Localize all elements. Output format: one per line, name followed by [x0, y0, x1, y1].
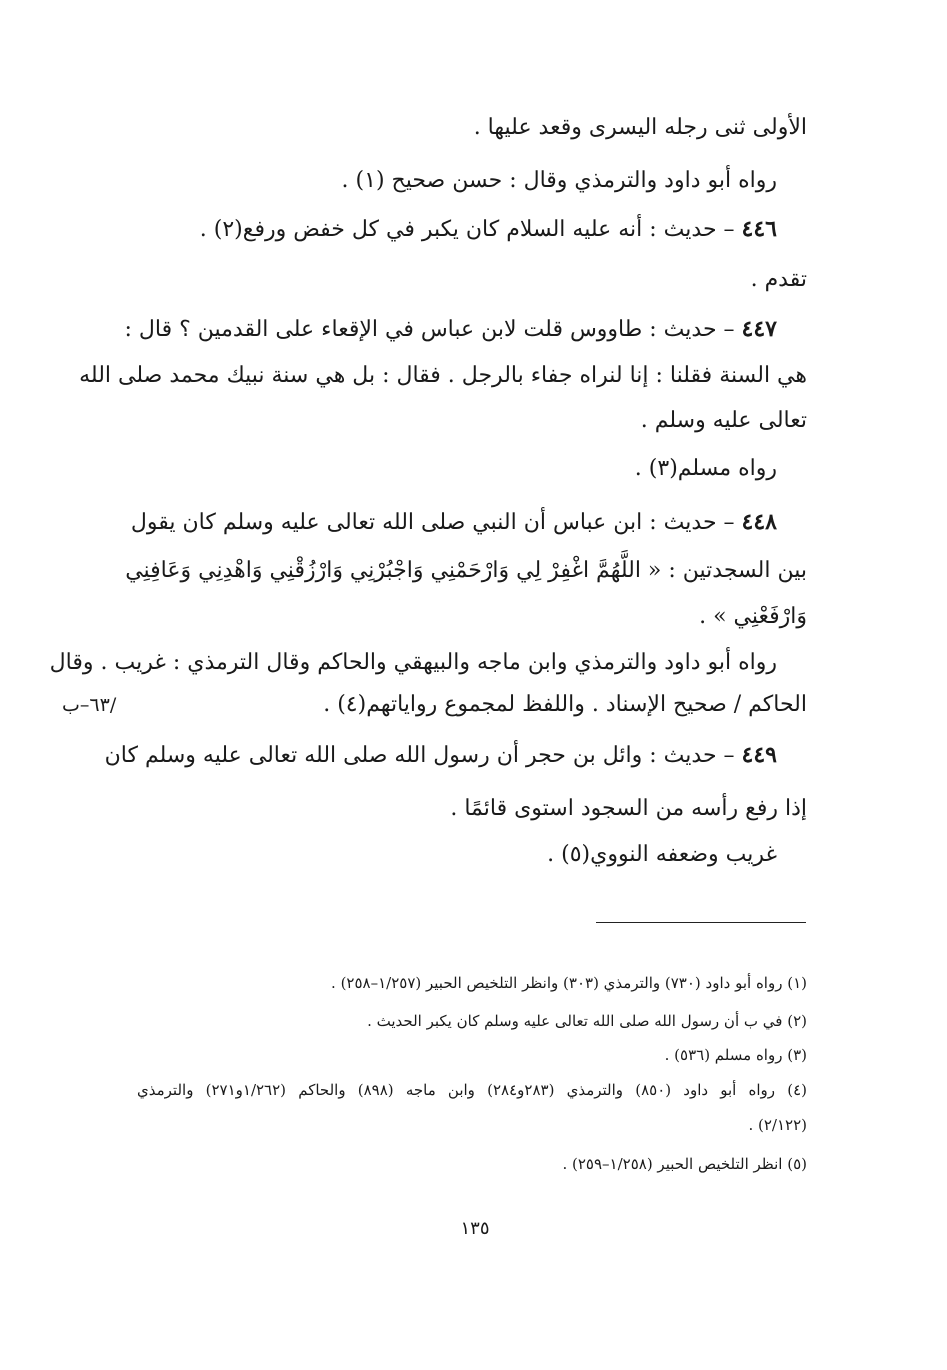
footnote-divider	[596, 922, 806, 923]
text-line: رواه أبو داود والترمذي وقال : حسن صحيح (١) .	[341, 168, 777, 193]
text-line: إذا رفع رأسه من السجود استوى قائمًا .	[450, 796, 807, 821]
footnote-3: (٣) رواه مسلم (٥٣٦) .	[664, 1046, 807, 1064]
text-line: هي السنة فقلنا : إنا لنراه جفاء بالرجل . فقال : بل هي سنة نبيك محمد صلى الله	[79, 363, 807, 388]
text-line: الأولى ثنى رجله اليسرى وقعد عليها .	[473, 115, 807, 140]
hadith-number: ٤٤٦	[741, 216, 777, 242]
text-line: وَارْفَعْنِي » .	[699, 604, 807, 629]
text-line: رواه أبو داود والترمذي وابن ماجه والبيهقي والحاكم وقال الترمذي : غريب . وقال	[49, 650, 777, 675]
hadith-448	[130, 507, 777, 538]
text-line: بين السجدتين : « اللَّهُمَّ اغْفِرْ لِي وَارْحَمْنِي وَاجْبُرْنِي وَارْزُقْنِي وَاهْدِنِي وَعَافِنِي	[125, 558, 807, 583]
hadith-text: – حديث : وائل بن حجر أن رسول الله صلى الله تعالى عليه وسلم كان	[104, 743, 735, 768]
footnote-4: (٤) رواه أبو داود (٨٥٠) والترمذي (٢٨٣و٢٨٤) وابن ماجه (٨٩٨) والحاكم (١/٢٦٢و٢٧١) والترمذي	[137, 1081, 807, 1099]
text-line: الحاكم / صحيح الإسناد . واللفظ لمجموع رواياتهم(٤) .	[323, 692, 807, 717]
hadith-text: – حديث : طاووس قلت لابن عباس في الإقعاء على القدمين ؟ قال :	[124, 317, 735, 342]
hadith-text: – حديث : ابن عباس أن النبي صلى الله تعالى عليه وسلم كان يقول	[130, 510, 735, 535]
hadith-447	[124, 314, 777, 345]
hadith-number: ٤٤٩	[741, 742, 777, 768]
hadith-text: – حديث : أنه عليه السلام كان يكبر في كل خفض ورفع(٢) .	[199, 217, 735, 242]
text-line: غريب وضعفه النووي(٥) .	[547, 842, 777, 867]
footnote-1: (١) رواه أبو داود (٧٣٠) والترمذي (٣٠٣) وانظر التلخيص الحبير (١/٢٥٧–٢٥٨) .	[331, 974, 807, 992]
footnote-5: (٥) انظر التلخيص الحبير (١/٢٥٨–٢٥٩) .	[562, 1155, 807, 1173]
hadith-449	[104, 740, 777, 771]
page-number: ١٣٥	[460, 1218, 490, 1239]
hadith-446	[137, 214, 777, 245]
hadith-number: ٤٤٧	[741, 316, 777, 342]
text-line: رواه مسلم(٣) .	[634, 456, 777, 481]
footnote-4-cont: (٢/١٢٢) .	[748, 1116, 807, 1134]
footnote-2: (٢) في ب أن رسول الله صلى الله تعالى عليه وسلم كان يكبر الحديث .	[367, 1012, 807, 1030]
text-line: تعالى عليه وسلم .	[640, 408, 807, 433]
margin-note: /٦٣–ب	[62, 694, 117, 716]
text-line: تقدم .	[750, 267, 807, 292]
hadith-number: ٤٤٨	[741, 509, 777, 535]
